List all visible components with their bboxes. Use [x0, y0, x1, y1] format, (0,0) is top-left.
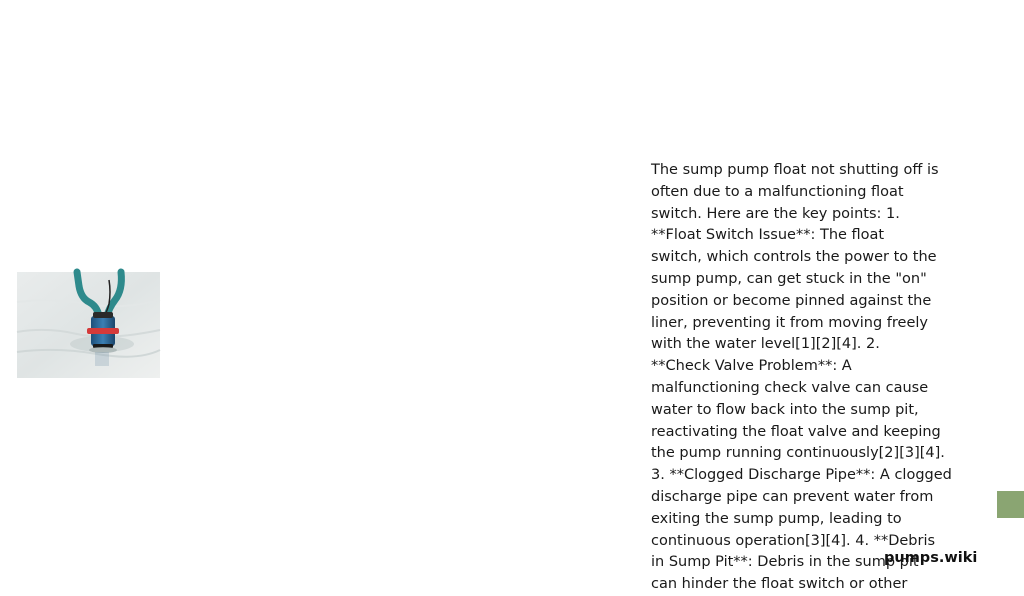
sump-pump-explanation-text: The sump pump float not shutting off is often due to a malfunctioning float switch. Here are the key points: 1. **Float Switch Issue**: The float switch, which controls the power to the sump pump, can get stuck in the "on" position or become pinned against the liner, preventing it from moving freely with the water level[1][2][4]. 2. **Check Valve Problem**: A malfunctioning check valve can cause water to flow back into the sump pit, reactivating the float valve and keeping the pump running continuously[2][3][4]. 3. **Clogged Discharge Pipe**: A clogged discharge pipe can prevent water from exiting the sump pump, leading to continuous operation[3][4]. 4. **Debris in Sump Pit**: Debris in the sump pit can hinder the float switch or other [651, 162, 952, 593]
sump-pump-illustration [17, 272, 160, 378]
accent-square [997, 491, 1024, 518]
site-watermark: pumps.wiki [884, 550, 978, 566]
sump-pump-photo [17, 272, 160, 378]
